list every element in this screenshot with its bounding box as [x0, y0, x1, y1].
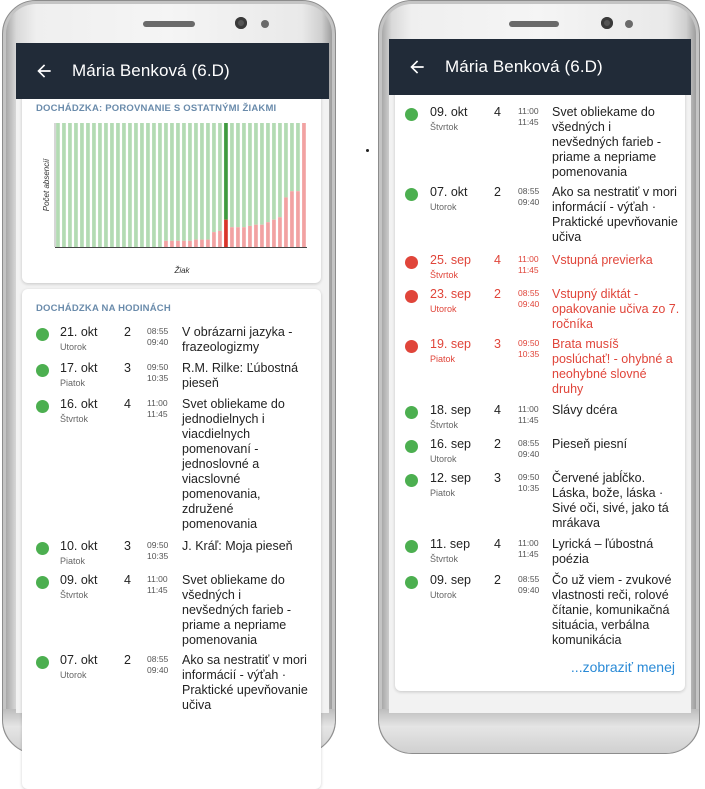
lesson-time-start: 11:00	[518, 404, 539, 414]
chart-bar-absence	[236, 227, 240, 247]
attendance-status-dot	[405, 256, 418, 269]
attendance-status-dot	[36, 328, 49, 341]
lessons-attendance-card	[22, 289, 321, 789]
lesson-time-start: 08:55	[147, 654, 169, 664]
lesson-time-end: 10:35	[518, 482, 540, 493]
chart-bar-absence	[206, 240, 210, 247]
attendance-chart	[22, 93, 321, 283]
lesson-topic: Svet obliekame do všedných i nevšedných farieb - priame a nepriame pomenovania	[182, 573, 292, 647]
chart-bar-absence	[164, 241, 168, 247]
chart-bar-present	[182, 123, 186, 241]
phone-left	[2, 0, 336, 754]
lesson-topic: R.M. Rilke: Ľúbostná pieseň	[182, 361, 299, 390]
lesson-day: Utorok	[430, 202, 457, 212]
chart-bar-present	[278, 123, 282, 217]
lesson-time-end: 09:40	[518, 448, 540, 459]
lesson-date: 16. sep	[430, 437, 472, 451]
bottom-bezel	[379, 709, 699, 753]
attendance-status-dot	[405, 440, 418, 453]
lesson-time-start: 09:50	[518, 472, 540, 482]
lesson-number: 2	[124, 325, 131, 339]
lesson-number: 4	[494, 403, 501, 417]
attendance-status-dot	[405, 108, 418, 121]
lesson-time	[518, 438, 539, 459]
lesson-day: Štvrtok	[430, 554, 459, 564]
chart-bar-present	[74, 123, 78, 247]
attendance-status-dot	[36, 576, 49, 589]
chart-x-axis-label: Žiak	[174, 266, 190, 275]
page-title: Mária Benková (6.D)	[72, 61, 230, 80]
chart-bar-present	[272, 123, 276, 220]
lesson-day: Utorok	[430, 304, 457, 314]
attendance-status-dot	[36, 656, 49, 669]
attendance-chart-card	[22, 93, 321, 283]
lesson-number: 4	[124, 397, 131, 411]
lesson-time	[147, 654, 168, 675]
lesson-date: 07. okt	[60, 653, 98, 667]
lesson-number: 2	[494, 287, 501, 301]
chart-bar-present	[56, 123, 60, 247]
attendance-status-dot	[405, 290, 418, 303]
lesson-number: 4	[494, 537, 501, 551]
lesson-time	[147, 398, 168, 419]
lessons-section-title: DOCHÁDZKA NA HODINÁCH	[36, 303, 171, 314]
proximity-sensor	[261, 20, 269, 28]
lesson-time-start: 09:50	[518, 338, 540, 348]
lesson-topic: Vstupný diktát - opakovanie učiva zo 7. ročníka	[552, 287, 680, 331]
lesson-time-start: 08:55	[147, 326, 169, 336]
back-arrow-icon[interactable]	[34, 61, 54, 81]
chart-bar-present	[86, 123, 90, 247]
chart-bar-present	[266, 123, 270, 222]
content-right	[389, 95, 691, 713]
chart-bar-absence	[248, 226, 252, 247]
lesson-time-start: 11:00	[518, 538, 539, 548]
chart-bar-present	[296, 123, 300, 191]
chart-bar-present	[254, 123, 258, 225]
chart-bar-present	[104, 123, 108, 247]
app-bar	[16, 43, 329, 99]
attendance-status-dot	[36, 542, 49, 555]
attendance-status-dot	[405, 188, 418, 201]
lesson-time-end: 11:45	[518, 116, 539, 127]
lesson-time-end: 09:40	[518, 584, 540, 595]
chart-bar-present	[110, 123, 114, 247]
lesson-time-start: 11:00	[518, 106, 539, 116]
lesson-date: 18. sep	[430, 403, 472, 417]
earpiece-speaker	[143, 21, 195, 27]
lesson-date: 17. okt	[60, 361, 98, 375]
chart-bar-present	[80, 123, 84, 247]
lesson-time-end: 10:35	[518, 348, 540, 359]
lesson-date: 09. okt	[430, 105, 468, 119]
lesson-time	[518, 106, 539, 127]
lesson-time	[518, 538, 539, 559]
chart-bar-present	[188, 123, 192, 241]
lesson-time	[518, 288, 539, 309]
lesson-date: 09. okt	[60, 573, 98, 587]
lesson-time	[147, 362, 168, 383]
chart-bar-absence	[296, 191, 300, 247]
lesson-topic: V obrázarni jazyka - frazeologizmy	[182, 325, 293, 354]
chart-bar-present	[68, 123, 72, 247]
lesson-time	[518, 186, 539, 207]
lesson-time-end: 09:40	[518, 298, 540, 309]
lesson-date: 09. sep	[430, 573, 472, 587]
lesson-topic: Slávy dcéra	[552, 403, 618, 417]
lesson-time-end: 11:45	[147, 584, 168, 595]
lesson-date: 16. okt	[60, 397, 98, 411]
screen-left	[16, 43, 329, 713]
proximity-sensor	[625, 20, 633, 28]
chart-bar-present	[98, 123, 102, 247]
lesson-number: 3	[494, 337, 501, 351]
chart-bar-present	[260, 123, 264, 225]
chart-title: DOCHÁDZKA: POROVNANIE S OSTATNÝMI ŽIAKMI	[36, 103, 277, 114]
lesson-topic: Ako sa nestratiť v mori informácií - výťah · Praktické upevňovanie učiva	[552, 185, 678, 244]
chart-bar-present	[92, 123, 96, 247]
chart-bar-absence	[266, 222, 270, 247]
chart-bar-absence	[272, 220, 276, 247]
lesson-day: Utorok	[60, 342, 87, 352]
earpiece-speaker	[509, 21, 559, 27]
chart-bar-present	[236, 123, 240, 227]
lesson-time-start: 08:55	[518, 186, 540, 196]
chart-bar-absence	[284, 197, 288, 247]
lesson-time-end: 09:40	[147, 336, 169, 347]
lesson-day: Utorok	[60, 670, 87, 680]
chart-bar-absence	[212, 232, 216, 247]
chart-bar-absence	[170, 241, 174, 247]
phone-right	[378, 0, 700, 754]
chart-bar-absence	[260, 225, 264, 247]
lesson-topic: Svet obliekame do všedných i nevšedných farieb - priame a nepriame pomenovania	[552, 105, 662, 179]
lesson-time-end: 11:45	[518, 414, 539, 425]
lesson-day: Utorok	[430, 454, 457, 464]
chart-bar-present	[140, 123, 144, 247]
chart-bar-present	[242, 123, 246, 227]
chart-bar-present	[122, 123, 126, 247]
chart-bar-present	[176, 123, 180, 241]
chart-bar-absence	[218, 231, 222, 247]
chart-bar-absence	[242, 227, 246, 247]
back-arrow-icon[interactable]	[407, 57, 427, 77]
chart-bar-present	[218, 123, 222, 231]
app-bar	[389, 39, 691, 95]
attendance-status-dot	[405, 576, 418, 589]
lesson-time	[518, 472, 539, 493]
lesson-time-start: 08:55	[518, 438, 540, 448]
chart-bar-absence	[230, 227, 234, 247]
lesson-date: 19. sep	[430, 337, 472, 351]
lesson-topic: J. Kráľ: Moja pieseň	[182, 539, 293, 553]
lesson-topic: Ako sa nestratiť v mori informácií - výťah · Praktické upevňovanie učiva	[182, 653, 308, 712]
chart-bar-absence	[188, 241, 192, 247]
lesson-date: 23. sep	[430, 287, 472, 301]
chart-bar-present	[128, 123, 132, 247]
chart-bar-present	[158, 123, 162, 247]
chart-bar-present	[290, 123, 294, 191]
chart-bar-absence	[176, 241, 180, 247]
chart-bar-absence	[290, 191, 294, 247]
lesson-time	[147, 574, 168, 595]
lesson-number: 3	[124, 539, 131, 553]
chart-bar-absence	[200, 240, 204, 247]
lesson-time	[518, 574, 539, 595]
lesson-time-end: 09:40	[147, 664, 169, 675]
chart-bar-present	[164, 123, 168, 241]
lesson-topic: Červené jabĺčko. Láska, bože, láska · Sivé oči, sivé, jako tá mrákava	[552, 471, 669, 530]
attendance-status-dot	[405, 540, 418, 553]
chart-bar-absence	[182, 241, 186, 247]
lesson-time	[147, 326, 168, 347]
lesson-topic: Lyrická – ľúbostná poézia	[552, 537, 654, 566]
screen-right	[389, 39, 691, 713]
lesson-time-start: 11:00	[518, 254, 539, 264]
lesson-number: 4	[494, 105, 501, 119]
lesson-day: Štvrtok	[430, 122, 459, 132]
lesson-day: Piatok	[60, 556, 86, 566]
lesson-date: 10. okt	[60, 539, 98, 553]
lesson-number: 2	[494, 185, 501, 199]
lesson-topic: Brata musíš poslúchať! - ohybné a neohybné slovné druhy	[552, 337, 673, 396]
chart-bar-present	[200, 123, 204, 240]
lesson-number: 3	[124, 361, 131, 375]
lesson-time	[518, 404, 539, 425]
chart-y-axis-label: Počet absencií	[42, 158, 51, 212]
lesson-time-end: 11:45	[147, 408, 168, 419]
chart-bar-present	[194, 123, 198, 240]
lesson-time-start: 11:00	[147, 574, 168, 584]
chart-bar-absence	[194, 240, 198, 247]
lesson-time	[518, 254, 539, 275]
attendance-status-dot	[36, 400, 49, 413]
lesson-time-end: 10:35	[147, 550, 169, 561]
lesson-date: 21. okt	[60, 325, 98, 339]
lesson-topic: Vstupná previerka	[552, 253, 653, 267]
lesson-time-end: 11:45	[518, 548, 539, 559]
lesson-day: Štvrtok	[60, 590, 89, 600]
chart-bar-absence	[302, 123, 306, 247]
lesson-time-start: 09:50	[147, 362, 169, 372]
lesson-number: 2	[494, 573, 501, 587]
lesson-time-end: 10:35	[147, 372, 169, 383]
lesson-topic: Svet obliekame do jednodielnych i viacdielnych pomenovaní - jednoslovné a viacslovné pomenovania, združené pomenovania	[182, 397, 285, 531]
lesson-day: Utorok	[430, 590, 457, 600]
chart-bar-absence	[254, 225, 258, 247]
lesson-number: 2	[124, 653, 131, 667]
lesson-time	[147, 540, 168, 561]
page-title: Mária Benková (6.D)	[445, 57, 603, 76]
chart-bar-absence	[278, 217, 282, 247]
stray-dot	[366, 149, 369, 152]
chart-bar-present	[230, 123, 234, 227]
lesson-day: Piatok	[430, 488, 456, 498]
content-left	[16, 99, 329, 713]
lesson-date: 07. okt	[430, 185, 468, 199]
chart-bar-present	[116, 123, 120, 247]
chart-bar-present	[206, 123, 210, 240]
lesson-time-start: 08:55	[518, 574, 540, 584]
attendance-status-dot	[405, 474, 418, 487]
attendance-status-dot	[405, 406, 418, 419]
lesson-number: 4	[124, 573, 131, 587]
chart-bar-highlighted-absence	[224, 220, 228, 247]
lesson-day: Štvrtok	[430, 270, 459, 280]
lesson-date: 12. sep	[430, 471, 472, 485]
lesson-time-end: 11:45	[518, 264, 539, 275]
lesson-day: Štvrtok	[60, 414, 89, 424]
lesson-number: 4	[494, 253, 501, 267]
lesson-topic: Pieseň piesní	[552, 437, 628, 451]
chart-bar-present	[170, 123, 174, 241]
chart-bar-highlighted-present	[224, 123, 228, 220]
lesson-time	[518, 338, 539, 359]
lesson-date: 11. sep	[430, 537, 471, 551]
front-camera	[235, 17, 247, 29]
chart-bar-present	[212, 123, 216, 232]
lesson-day: Piatok	[60, 378, 86, 388]
chart-bar-present	[284, 123, 288, 197]
front-camera	[601, 17, 613, 29]
chart-bar-present	[134, 123, 138, 247]
lesson-topic: Čo už viem - zvukové vlastnosti reči, rolové čítanie, komunikačná situácia, verbálna komunikácia	[552, 573, 672, 647]
lessons-attendance-card	[395, 65, 685, 691]
lesson-number: 2	[494, 437, 501, 451]
chart-bar-present	[146, 123, 150, 247]
chart-bar-present	[62, 123, 66, 247]
lesson-date: 25. sep	[430, 253, 472, 267]
lesson-time-end: 09:40	[518, 196, 540, 207]
lesson-time-start: 08:55	[518, 288, 540, 298]
show-less-link[interactable]: ...zobraziť menej	[570, 659, 675, 675]
chart-bar-present	[248, 123, 252, 226]
lesson-day: Štvrtok	[430, 420, 459, 430]
lesson-number: 3	[494, 471, 501, 485]
lesson-time-start: 11:00	[147, 398, 168, 408]
lesson-time-start: 09:50	[147, 540, 169, 550]
lesson-day: Piatok	[430, 354, 456, 364]
attendance-status-dot	[405, 340, 418, 353]
chart-bar-present	[152, 123, 156, 247]
attendance-status-dot	[36, 364, 49, 377]
